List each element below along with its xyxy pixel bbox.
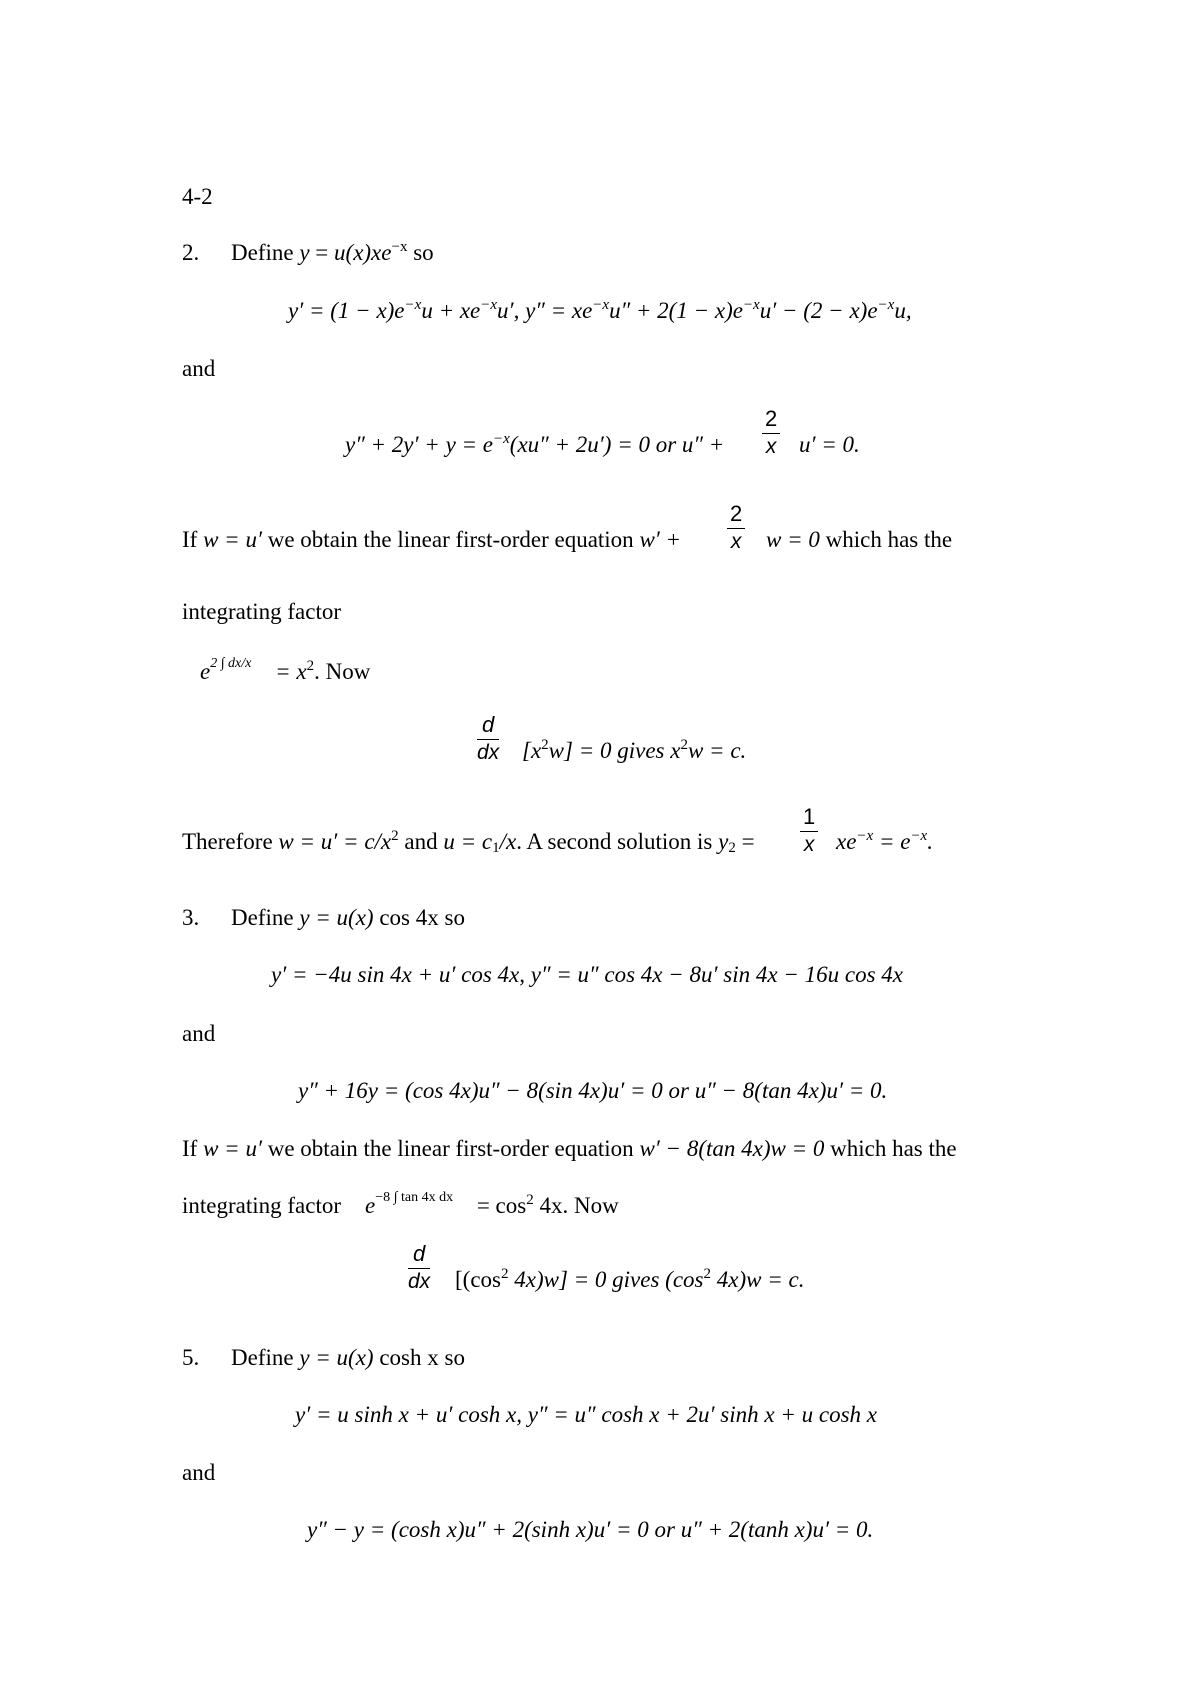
problem-5-derivatives: y′ = u sinh x + u′ cosh x, y″ = u″ cosh x + 2u′ sinh x + u cosh x bbox=[295, 1402, 877, 1427]
fraction-1-over-x: 1 x bbox=[800, 806, 818, 855]
problem-2-derivatives: $y' = (1 - x)e^{-x}u + xe^{-x}u'$, $y'' = xe^{-x}u'' + 2(1 - x)e^{-x}u' - (2 - x)e^{-x}u$, bbox=[288, 297, 912, 323]
problem-2-integrating-factor: $e^{2 \int dx/x} = x^2$. Now bbox=[200, 656, 371, 684]
problem-3-equation: y″ + 16y = (cos 4x)u″ − 8(sin 4x)u′ = 0 or u″ − 8(tan 4x)u′ = 0. bbox=[298, 1078, 888, 1103]
problem-3-define: Define y = u(x) cos 4x so bbox=[231, 905, 465, 930]
problem-2-second-solution: $xe^{-x} = e^{-x}$. bbox=[836, 828, 933, 854]
problem-2-if-line: If w = u′ we obtain the linear first-order equation w′ + bbox=[182, 527, 682, 552]
problem-3-integrating-factor: integrating factor $e^{-8 \int tan 4x dx} = \cos^2 4x$. Now bbox=[182, 1190, 619, 1218]
fraction-2-over-x-second: 2 x bbox=[727, 503, 745, 552]
problem-2-and: and bbox=[182, 356, 216, 381]
problem-3-derivative-statement: [($\cos^2$ 4x)w] = 0 gives ($\cos^2$ 4x)w = c. bbox=[455, 1266, 805, 1292]
problem-5-define: Define y = u(x) cosh x so bbox=[231, 1345, 465, 1370]
problem-2-equation-right: u′ = 0. bbox=[799, 432, 860, 457]
fraction-d-dx: d dx bbox=[477, 712, 500, 764]
problem-2-equation-left: $y'' + 2y' + y = e^{-x}(xu'' + 2u') = 0$ or u″ + bbox=[345, 431, 725, 457]
section-label: 4-2 bbox=[182, 184, 213, 209]
fraction-2-over-x: 2 x bbox=[762, 408, 780, 457]
problem-2-if-line-end: w = 0 which has the bbox=[766, 527, 953, 552]
problem-2-derivative-statement: $[x^2w] = 0$ gives $x^2w = c$. bbox=[522, 737, 747, 763]
problem-5-and: and bbox=[182, 1460, 216, 1485]
problem-2-integrating-label: integrating factor bbox=[182, 599, 342, 624]
fraction-d-dx-second: d dx bbox=[408, 1241, 431, 1293]
problem-2-define: Define $y = u(x)xe^{-x}$ so bbox=[231, 239, 434, 265]
problem-3-if-line: If w = u′ we obtain the linear first-order equation w′ − 8(tan 4x)w = 0 which has the bbox=[182, 1136, 957, 1161]
problem-3-and: and bbox=[182, 1021, 216, 1046]
problem-5-equation: y″ − y = (cosh x)u″ + 2(sinh x)u′ = 0 or u″ + 2(tanh x)u′ = 0. bbox=[307, 1517, 874, 1542]
problem-3-derivatives: y′ = −4u sin 4x + u′ cos 4x, y″ = u″ cos 4x − 8u′ sin 4x − 16u cos 4x bbox=[271, 962, 903, 987]
problem-3-number: 3. bbox=[182, 905, 200, 930]
problem-2-number: 2. bbox=[182, 240, 200, 265]
problem-2-therefore: Therefore $w = u' = c/x^2$ and $u = c_1/x$. A second solution is $y_2$ = bbox=[182, 828, 755, 856]
problem-5-number: 5. bbox=[182, 1345, 200, 1370]
